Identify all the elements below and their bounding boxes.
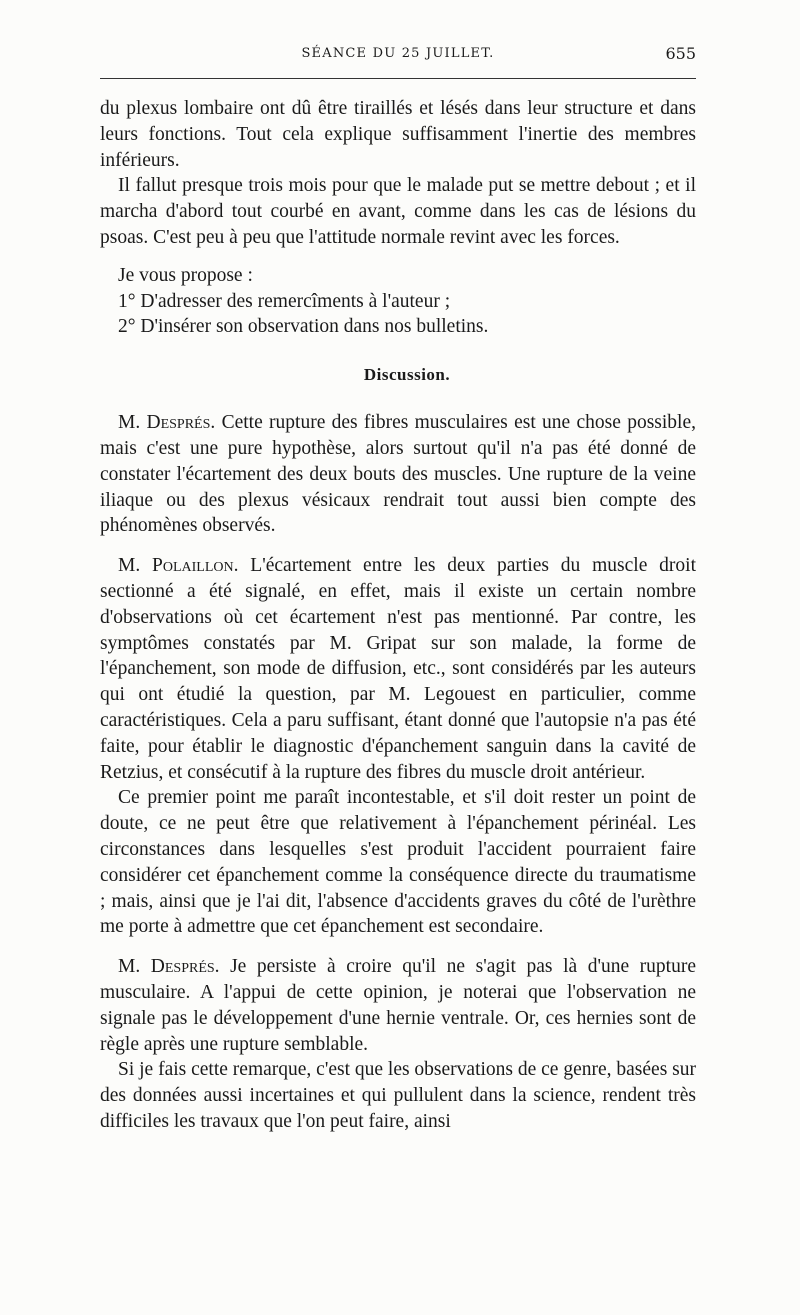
- spacer: [100, 940, 696, 954]
- page-number: 655: [665, 44, 696, 63]
- paragraph-recovery: Il fallut presque trois mois pour que le malade put se mettre debout ; et il marcha d'abord tout courbé en avant, comme dans les cas de lésions du psoas. C'est peu à peu que l'attitude normale revint avec les forces.: [100, 175, 696, 248]
- speaker-name: M. Després.: [118, 956, 220, 978]
- speaker-name: M. Després.: [118, 412, 216, 434]
- paragraph-polaillon-2: Ce premier point me paraît incontestable, et s'il doit rester un point de doute, ce ne peut être que relativement à l'épanchement périnéal. Les circonstances dans lesquelles s'est produit l'accident pourraient faire considérer cet épanchement comme la conséquence directe du traumatisme ; mais, ainsi que je l'ai dit, l'absence d'accidents graves du côté de l'urèthre me porte à admettre que cet épanchement est secondaire.: [100, 787, 696, 938]
- spacer: [100, 539, 696, 553]
- speech-text: Cette rupture des fibres musculaires est une chose possible, mais c'est une pure hypothèse, alors surtout qu'il n'a pas été donné de constater l'écartement des deux bouts des muscles. Une rupture de la veine iliaque ou des plexus vésicaux rendrait tout aussi bien compte des phénomènes observés.: [100, 412, 696, 537]
- proposal-item-1: 1° D'adresser des remercîments à l'auteur ;: [118, 290, 451, 312]
- paragraph-continuation: du plexus lombaire ont dû être tiraillés et lésés dans leur structure et dans leurs fonctions. Tout cela explique suffisamment l'inertie des membres inférieurs.: [100, 98, 696, 171]
- paragraph-despres-2: [100, 954, 696, 1057]
- running-title: SÉANCE DU 25 JUILLET.: [301, 46, 495, 61]
- paragraph-despres-3: Si je fais cette remarque, c'est que les observations de ce genre, basées sur des données aussi incertaines et qui pullulent dans la science, rendent très difficiles les travaux que l'on peut faire, ainsi: [100, 1059, 696, 1132]
- header-rule: [100, 78, 696, 79]
- paragraph-despres-1: [100, 410, 696, 539]
- proposal-item-2: 2° D'insérer son observation dans nos bulletins.: [118, 316, 489, 338]
- speech-text: L'écartement entre les deux parties du muscle droit sectionné a été signalé, en effet, mais il existe un certain nombre d'observations où cet écartement n'est pas mentionné. Par contre, les symptômes constatés par M. Gripat sur son malade, la forme de l'épanchement, son mode de diffusion, etc., sont considérés par les auteurs qui ont étudié la question, par M. Legouest en particulier, comme caractéristiques. Cela a paru suffisant, étant donné que l'autopsie n'a pas été faite, pour établir le diagnostic d'épanchement sanguin dans la cavité de Retzius, et consécutif à la rupture des fibres du muscle droit antérieur.: [100, 555, 696, 783]
- proposal-intro: Je vous propose :: [118, 264, 253, 286]
- spacer: [100, 340, 696, 362]
- page-header: [100, 46, 696, 70]
- paragraph-polaillon-1: [100, 553, 696, 785]
- speech-text: Je persiste à croire qu'il ne s'agit pas là d'une rupture musculaire. A l'appui de cette opinion, je noterai que l'observation ne signale pas le développement d'une hernie ventrale. Or, ces hernies sont de règle après une rupture semblable.: [100, 956, 696, 1055]
- body-text: [100, 96, 696, 1135]
- spacer: [100, 251, 696, 263]
- spacer: [100, 388, 696, 410]
- speaker-name: M. Polaillon.: [118, 555, 239, 577]
- section-heading: Discussion.: [363, 365, 451, 385]
